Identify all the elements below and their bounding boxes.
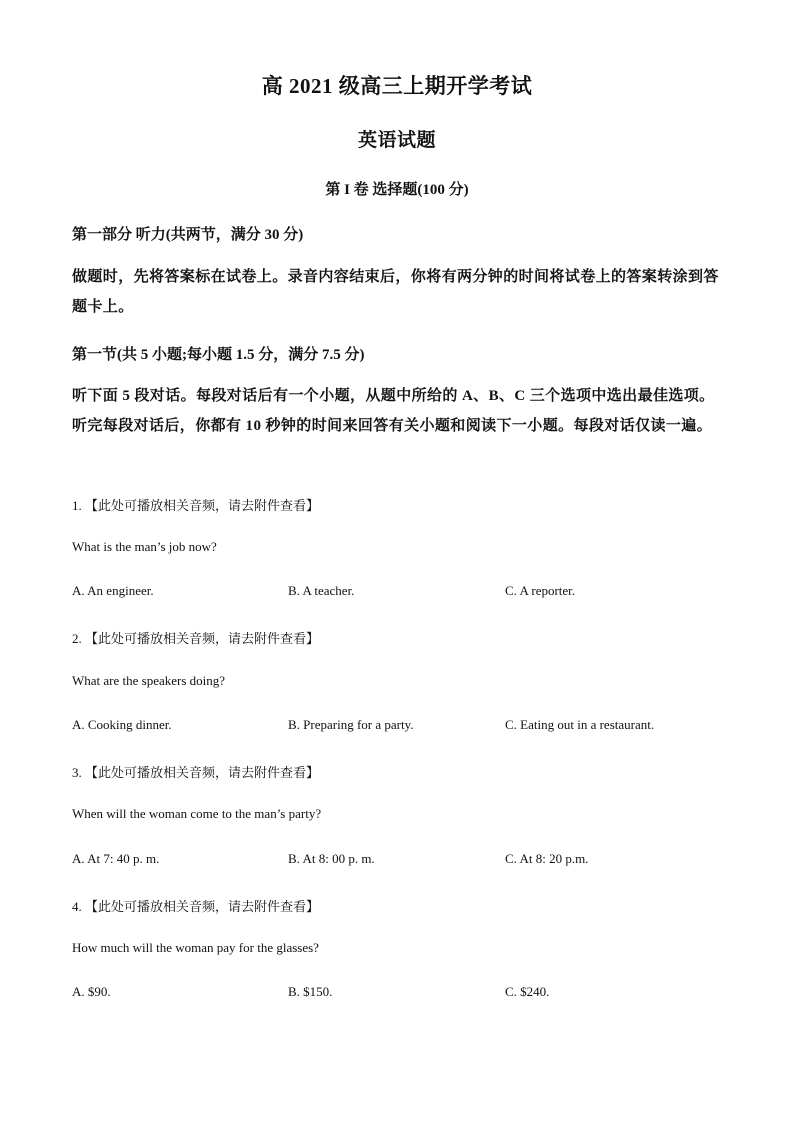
question-4-text: How much will the woman pay for the glasses? [72, 940, 319, 955]
part1-heading: 第一部分 听力(共两节，满分 30 分) [72, 227, 304, 243]
question-2-option-c: C. Eating out in a restaurant. [505, 717, 655, 732]
question-2-option-a: A. Cooking dinner. [72, 717, 172, 732]
volume-heading: 第 I 卷 选择题(100 分) [325, 182, 469, 198]
question-3-label: 3. 【此处可播放相关音频，请去附件查看】 [72, 765, 320, 780]
section1-heading: 第一节(共 5 小题;每小题 1.5 分，满分 7.5 分) [72, 347, 365, 363]
question-3-option-a: A. At 7: 40 p. m. [72, 851, 160, 866]
subject-title: 英语试题 [357, 130, 436, 151]
question-2-text: What are the speakers doing? [72, 673, 226, 688]
question-1-option-b: B. A teacher. [288, 583, 355, 598]
question-3-option-b: B. At 8: 00 p. m. [288, 851, 375, 866]
exam-title: 高 2021 级高三上期开学考试 [261, 74, 533, 98]
question-1-text: What is the man’s job now? [72, 539, 217, 554]
question-3-text: When will the woman come to the man’s party? [72, 806, 322, 821]
question-4-option-b: B. $150. [288, 984, 333, 999]
question-4-label: 4. 【此处可播放相关音频，请去附件查看】 [72, 899, 320, 914]
question-2-option-b: B. Preparing for a party. [288, 717, 414, 732]
question-1-label: 1. 【此处可播放相关音频，请去附件查看】 [72, 498, 320, 513]
part1-instructions: 做题时，先将答案标在试卷上。录音内容结束后，你将有两分钟的时间将试卷上的答案转涂到答题卡上。 [72, 269, 719, 315]
question-4-option-a: A. $90. [72, 984, 111, 999]
section1-instructions: 听下面 5 段对话。每段对话后有一个小题，从题中所给的 A、B、C 三个选项中选出最佳选项。听完每段对话后，你都有 10 秒钟的时间来回答有关小题和阅读下一小题。每段对话仅读一遍。 [72, 388, 715, 434]
question-2-label: 2. 【此处可播放相关音频，请去附件查看】 [72, 631, 320, 646]
question-1-option-c: C. A reporter. [505, 583, 576, 598]
question-4-option-c: C. $240. [505, 984, 550, 999]
question-1-option-a: A. An engineer. [72, 583, 154, 598]
question-3-option-c: C. At 8: 20 p.m. [505, 851, 589, 866]
